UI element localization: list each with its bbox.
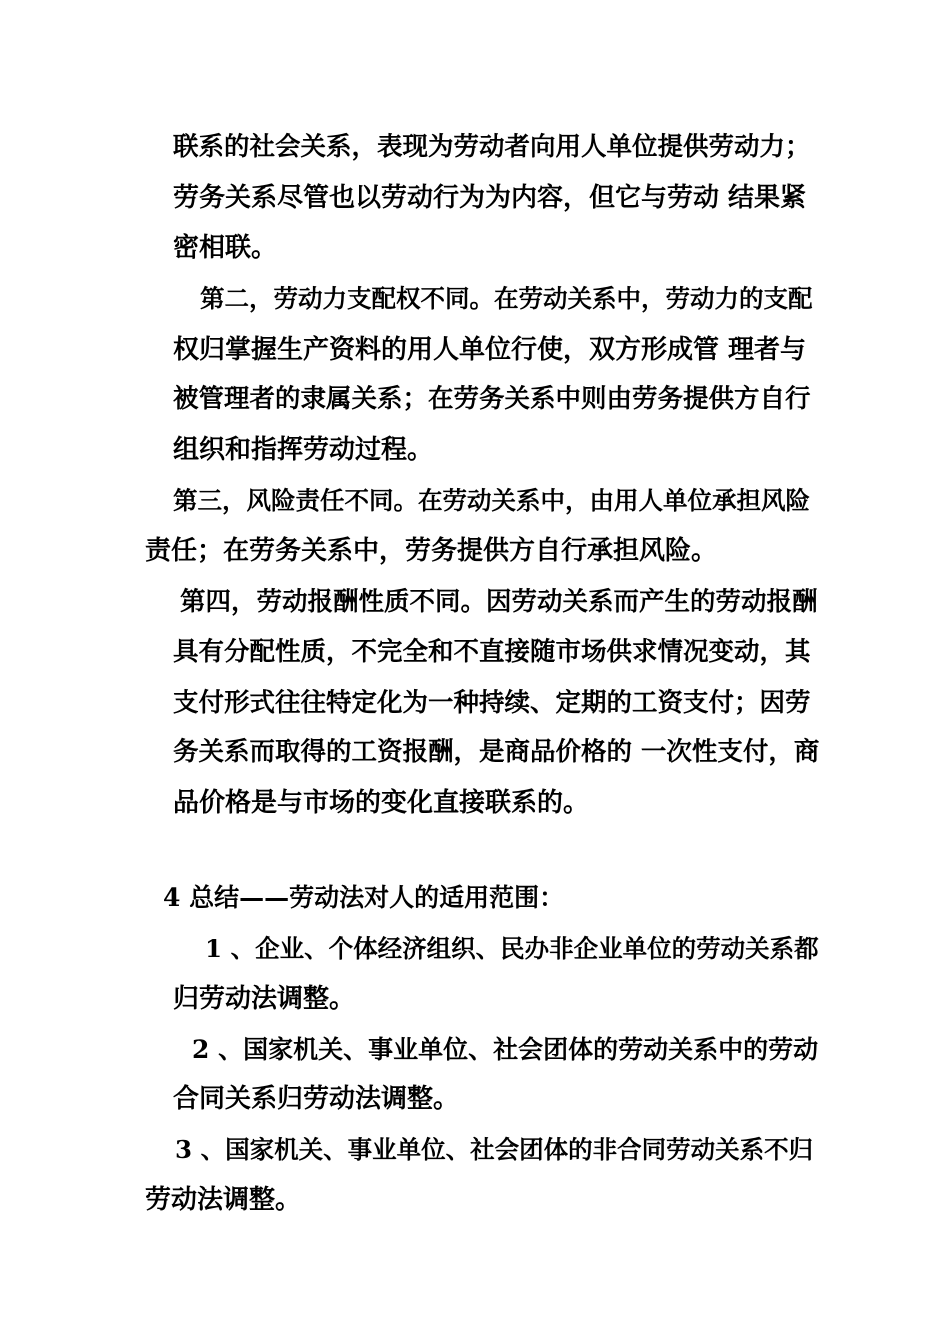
summary-item-2-line-1: 2 、国家机关、事业单位、社会团体的劳动关系中的劳动	[192, 1035, 819, 1064]
paragraph-2-line-3: 被管理者的隶属关系；在劳务关系中则由劳务提供方自行	[173, 384, 811, 414]
paragraph-2-line-2: 权归掌握生产资料的用人单位行使，双方形成管 理者与	[173, 335, 807, 365]
paragraph-2-line-4: 组织和指挥劳动过程。	[173, 435, 434, 465]
summary-heading: 4 总结——劳动法对人的适用范围：	[163, 883, 565, 912]
summary-item-1-line-2: 归劳动法调整。	[173, 984, 356, 1014]
paragraph-1-line-3: 密相联。	[173, 233, 278, 263]
paragraph-2-line-1: 第二，劳动力支配权不同。在劳动关系中，劳动力的支配	[200, 284, 813, 313]
paragraph-1-line-2: 劳务关系尽管也以劳动行为为内容，但它与劳动 结果紧	[173, 183, 807, 213]
paragraph-4-line-3: 支付形式往往特定化为一种持续、定期的工资支付；因劳	[173, 688, 811, 718]
summary-item-1-line-1: 1 、企业、个体经济组织、民办非企业单位的劳动关系都	[205, 934, 819, 963]
paragraph-3-line-2: 责任；在劳务关系中，劳务提供方自行承担风险。	[145, 536, 718, 566]
paragraph-4-line-2: 具有分配性质，不完全和不直接随市场供求情况变动，其	[173, 637, 811, 667]
summary-item-2-line-2: 合同关系归劳动法调整。	[173, 1084, 460, 1114]
paragraph-4-line-1: 第四，劳动报酬性质不同。因劳动关系而产生的劳动报酬	[180, 587, 818, 617]
paragraph-3-line-1: 第三，风险责任不同。在劳动关系中，由用人单位承担风险	[173, 486, 810, 515]
paragraph-1-line-1: 联系的社会关系，表现为劳动者向用人单位提供劳动力；	[173, 132, 811, 162]
paragraph-4-line-5: 品价格是与市场的变化直接联系的。	[173, 788, 590, 818]
summary-item-3-line-2: 劳动法调整。	[145, 1185, 302, 1215]
summary-item-3-line-1: 3 、国家机关、事业单位、社会团体的非合同劳动关系不归	[175, 1135, 814, 1164]
paragraph-4-line-4: 务关系而取得的工资报酬，是商品价格的 一次性支付，商	[173, 737, 820, 767]
